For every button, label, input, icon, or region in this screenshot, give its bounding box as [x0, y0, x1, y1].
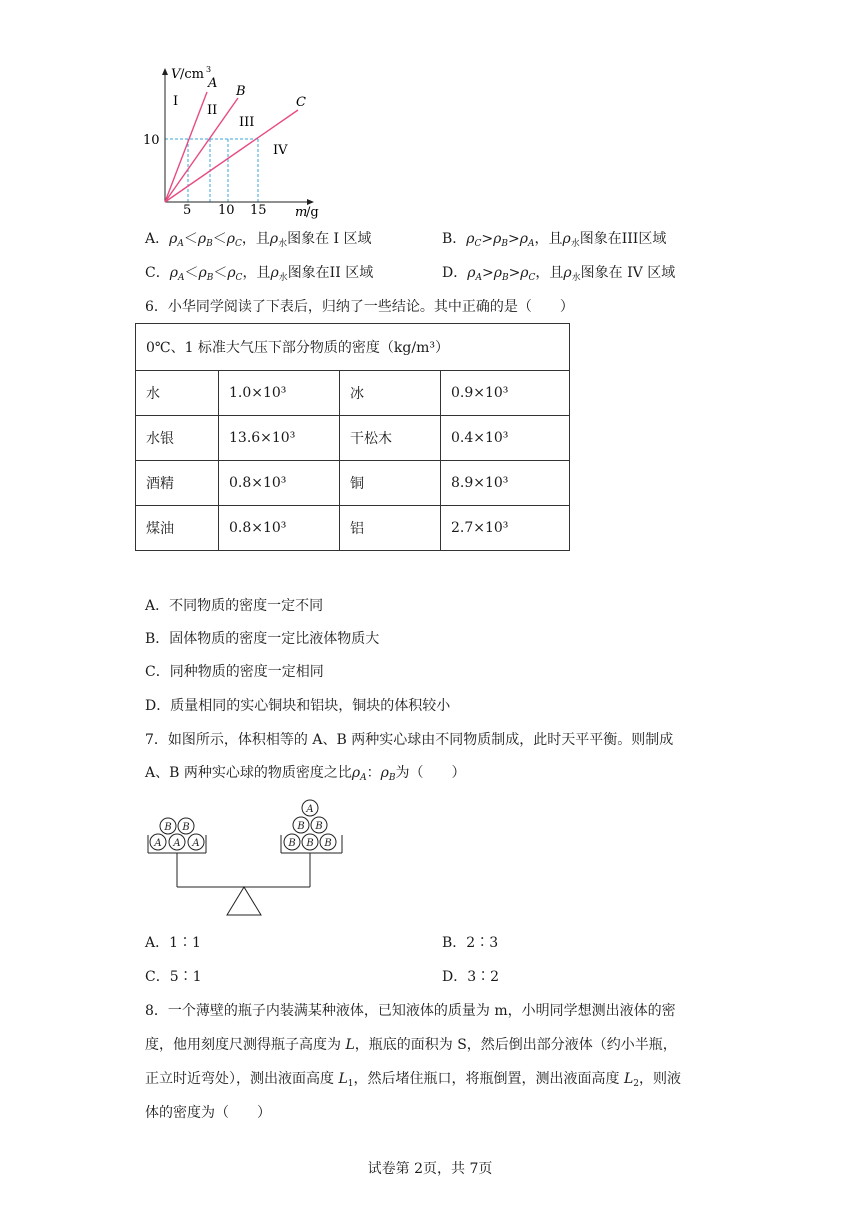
ball-a	[150, 834, 166, 850]
ball-b	[302, 834, 318, 850]
x-axis-label-unit: /g	[306, 205, 319, 220]
x-tick-label: 5	[183, 203, 192, 218]
table-cell: 酒精	[136, 461, 219, 506]
ball-b	[284, 834, 300, 850]
q6-stem: 6．小华同学阅读了下表后，归纳了一些结论。其中正确的是（ ）	[145, 299, 574, 315]
q5-option-c[interactable]: C．$\rho_A<\rho_B<\rho_C$，且$\rho_水$图象在II 区域	[145, 265, 374, 283]
region-label-2: II	[207, 103, 218, 118]
y-axis-label-unit: /cm	[180, 67, 204, 82]
x-axis-label: m	[295, 205, 308, 220]
table-row	[136, 371, 570, 416]
table-cell: 0.8×10³	[219, 461, 340, 506]
q7-option-a[interactable]: A．1∶1	[145, 935, 201, 951]
svg-text:B: B	[288, 838, 296, 849]
q6-option-b[interactable]: B．固体物质的密度一定比液体物质大	[145, 631, 380, 647]
ball-a	[188, 834, 204, 850]
table-cell: 干松木	[340, 416, 441, 461]
x-tick-label: 10	[218, 203, 235, 218]
density-graph	[140, 60, 330, 220]
svg-text:B: B	[324, 838, 332, 849]
q7-option-c[interactable]: C．5∶1	[145, 969, 202, 985]
svg-text:B: B	[306, 838, 314, 849]
table-cell: 13.6×10³	[219, 416, 340, 461]
page-footer: 试卷第 2页，共 7页	[367, 1161, 493, 1177]
line-a	[165, 92, 207, 202]
svg-text:A: A	[306, 804, 314, 815]
table-cell: 铝	[340, 506, 441, 551]
line-b	[165, 98, 238, 202]
table-cell: 冰	[340, 371, 441, 416]
table-cell: 0.4×10³	[441, 416, 570, 461]
q7-option-d[interactable]: D．3∶2	[442, 969, 500, 985]
svg-text:B: B	[315, 821, 323, 832]
table-cell: 1.0×10³	[219, 371, 340, 416]
ball-b	[311, 817, 327, 833]
ball-a	[302, 800, 318, 816]
table-row	[136, 461, 570, 506]
ball-b	[320, 834, 336, 850]
ball-a	[169, 834, 185, 850]
y-axis-label: V	[171, 67, 181, 82]
ball-b	[293, 817, 309, 833]
table-row	[136, 416, 570, 461]
table-cell: 0.8×10³	[219, 506, 340, 551]
q8-stem-line3: 正立时近弯处），测出液面高度 $L_1$，然后堵住瓶口，将瓶倒置，测出液面高度 $L_2$，则液	[145, 1071, 681, 1089]
q7-option-b[interactable]: B．2∶3	[442, 935, 499, 951]
q7-stem-line2: A、B 两种实心球的物质密度之比$\rho_A$：$\rho_B$为（ ）	[145, 765, 466, 783]
table-cell: 2.7×10³	[441, 506, 570, 551]
table-cell: 水银	[136, 416, 219, 461]
region-label-1: I	[173, 94, 179, 109]
q5-option-d[interactable]: D．$\rho_A>\rho_B>\rho_C$，且$\rho_水$图象在 IV 区域	[442, 265, 676, 283]
svg-text:B: B	[297, 821, 305, 832]
table-cell: 水	[136, 371, 219, 416]
q6-option-c[interactable]: C．同种物质的密度一定相同	[145, 664, 324, 680]
q8-stem-line1: 8．一个薄壁的瓶子内装满某种液体，已知液体的质量为 m，小明同学想测出液体的密	[145, 1003, 676, 1019]
region-label-4: IV	[273, 143, 288, 158]
table-row	[136, 506, 570, 551]
table-cell: 8.9×10³	[441, 461, 570, 506]
q6-option-d[interactable]: D．质量相同的实心铜块和铝块，铜块的体积较小	[145, 698, 451, 714]
svg-text:A: A	[173, 838, 181, 849]
line-label-c: C	[296, 95, 306, 110]
svg-text:B: B	[164, 822, 172, 833]
svg-text:A: A	[154, 838, 162, 849]
table-cell: 铜	[340, 461, 441, 506]
svg-text:B: B	[182, 822, 190, 833]
line-label-a: A	[208, 76, 218, 91]
density-table	[135, 323, 570, 551]
y-axis-label-exp: 3	[206, 65, 212, 74]
y-axis-arrow	[162, 68, 168, 75]
q5-option-a[interactable]: A．$\rho_A<\rho_B<\rho_C$，且$\rho_水$图象在 I 区域	[145, 231, 372, 249]
line-label-b: B	[236, 84, 246, 99]
svg-text:A: A	[192, 838, 200, 849]
q5-option-b[interactable]: B．$\rho_C>\rho_B>\rho_A$，且$\rho_水$图象在III区域	[442, 231, 667, 249]
table-cell: 煤油	[136, 506, 219, 551]
q6-option-a[interactable]: A．不同物质的密度一定不同	[145, 598, 324, 614]
q8-stem-line2: 度，他用刻度尺测得瓶子高度为 L，瓶底的面积为 S，然后倒出部分液体（约小半瓶，	[145, 1037, 677, 1053]
ball-b	[160, 818, 176, 834]
ball-b	[178, 818, 194, 834]
balance-beam	[177, 853, 310, 915]
balance-figure	[140, 797, 350, 922]
region-label-3: III	[239, 115, 255, 130]
y-tick-label: 10	[143, 133, 160, 148]
q7-stem-line1: 7．如图所示，体积相等的 A、B 两种实心球由不同物质制成，此时天平平衡。则制成	[145, 732, 674, 748]
table-title: 0℃、1 标准大气压下部分物质的密度（kg/m³）	[136, 324, 570, 371]
q8-stem-line4: 体的密度为（ ）	[145, 1105, 271, 1121]
table-cell: 0.9×10³	[441, 371, 570, 416]
x-tick-label: 15	[250, 203, 267, 218]
